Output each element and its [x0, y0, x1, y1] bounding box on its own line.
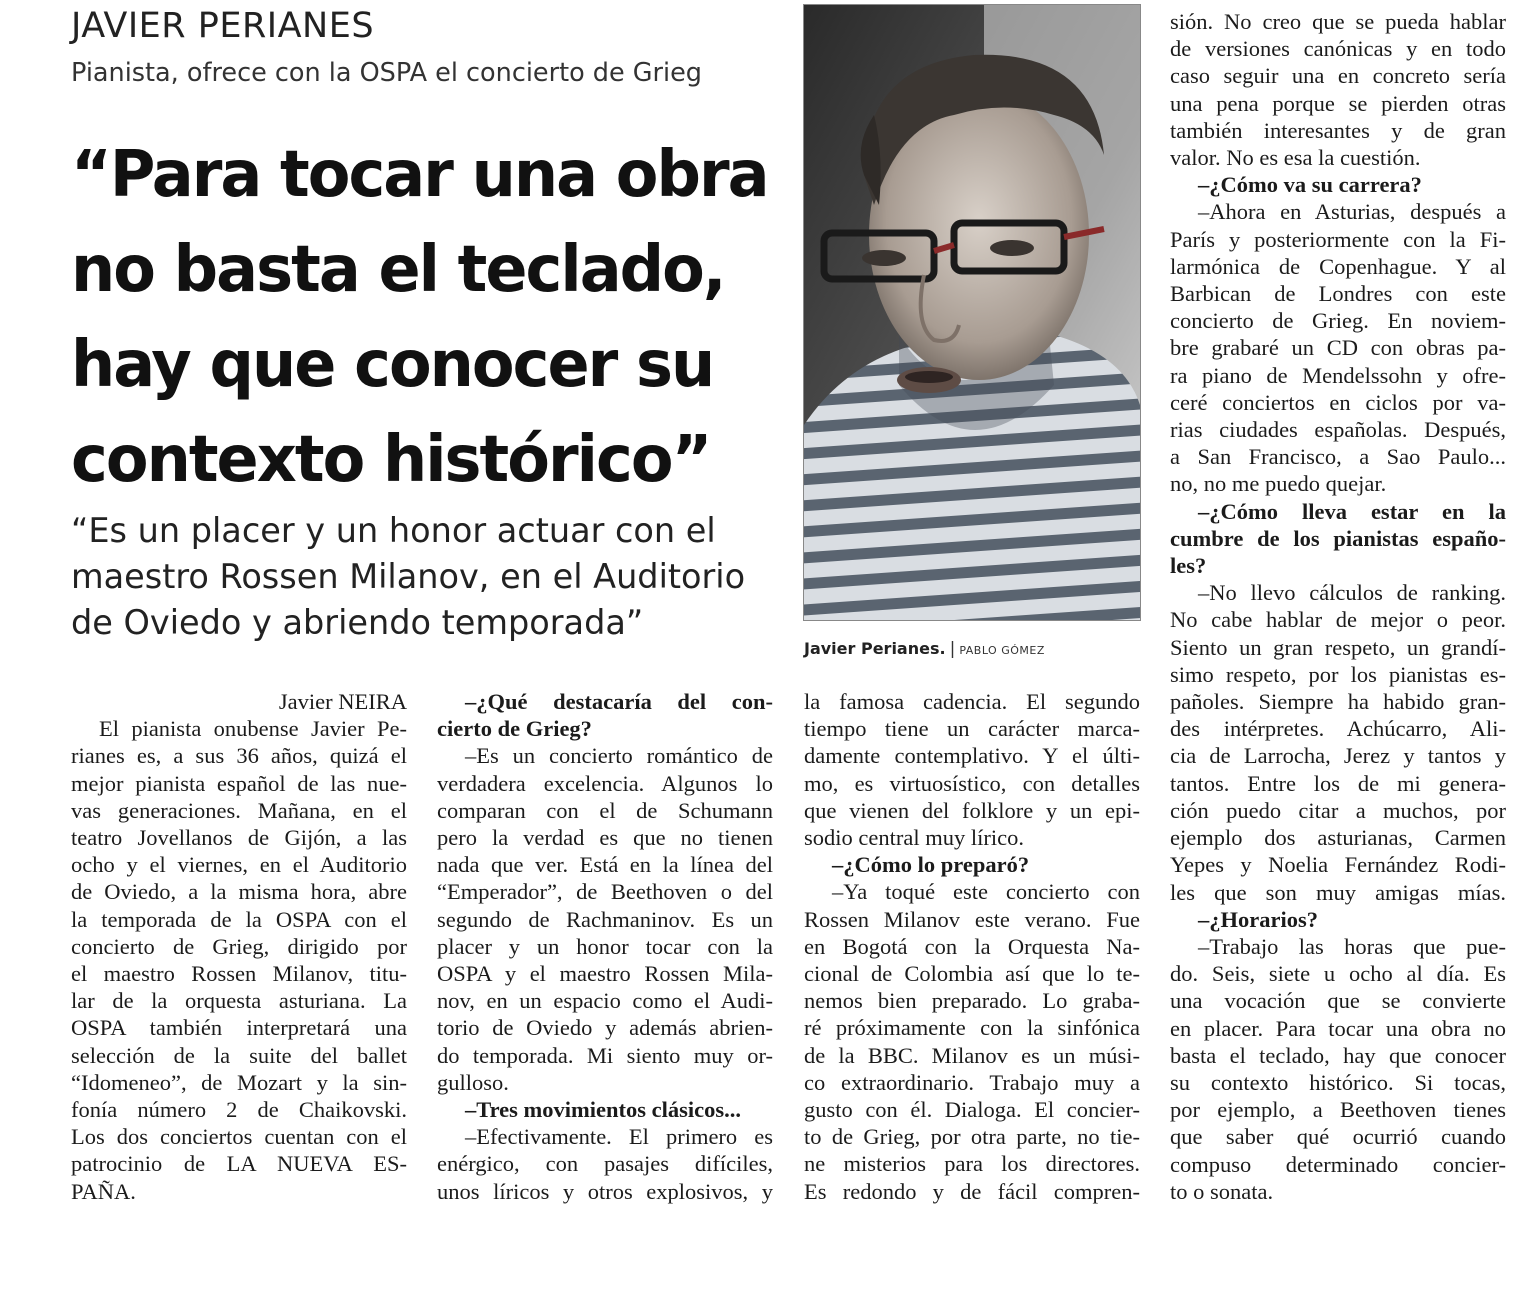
question-line: cierto de Grieg? [437, 716, 592, 742]
article-text-line: compuso determinado concier- [1170, 1151, 1506, 1177]
article-text-line: que saber qué ocurrió cuando [1170, 1124, 1506, 1150]
headline-line: “Para tocar una obra [71, 138, 768, 212]
article-text-line: pañoles. Siempre ha habido gran- [1170, 689, 1506, 715]
article-text-line: simo respeto, por los pianistas es- [1170, 661, 1506, 687]
article-text-line: ceré conciertos en ciclos por va- [1170, 389, 1506, 415]
subheadline [71, 508, 791, 646]
article-text-line: vas generaciones. Mañana, en el [71, 797, 407, 823]
question-line: –¿Qué destacaría del con- [465, 689, 773, 714]
question-line: –¿Cómo lo preparó? [832, 852, 1030, 878]
article-text-line: larmónica de Copenhague. Y al [1170, 253, 1506, 279]
article-text-line: ré próximamente con la sinfónica [804, 1015, 1140, 1041]
article-text-line: ocho y el viernes, en el Auditorio [71, 852, 407, 878]
article-text-line: co extraordinario. Trabajo muy a [804, 1069, 1140, 1095]
article-text-line: nemos bien preparado. Lo graba- [804, 988, 1140, 1014]
article-text-line: OSPA y el maestro Rossen Mila- [437, 961, 773, 987]
article-text-line: nada que ver. Está en la línea del [437, 852, 773, 878]
article-text-line: en placer. Para tocar una obra no [1170, 1015, 1506, 1041]
article-text-line: nov, en un espacio como el Audi- [437, 988, 773, 1014]
article-text-line: París y posteriormente con la Fi- [1170, 226, 1506, 252]
kicker-subtitle: Pianista, ofrece con la OSPA el concierto de Grieg [71, 58, 702, 88]
kicker-name: JAVIER PERIANES [71, 6, 375, 46]
question-line: –¿Cómo va su carrera? [1198, 172, 1422, 198]
photo-credit: PABLO GÓMEZ [959, 644, 1045, 657]
headline-line: no basta el teclado, [71, 233, 725, 307]
article-text-line: –No llevo cálculos de ranking. [1198, 580, 1506, 606]
headline-line: contexto histórico” [71, 423, 711, 497]
article-text-line: PAÑA. [71, 1178, 136, 1204]
article-text-line: de Oviedo, a la misma hora, abre [71, 879, 407, 905]
article-text-line: de la BBC. Milanov es un músi- [804, 1042, 1140, 1068]
article-text-line: Yepes y Noelia Fernández Rodi- [1170, 852, 1506, 878]
article-text-line: comparan con el de Schumann [437, 797, 773, 823]
article-text-line: gulloso. [437, 1069, 509, 1095]
article-text-line: torio de Oviedo y además abrien- [437, 1015, 773, 1041]
article-text-line: “Emperador”, de Beethoven o del [437, 879, 773, 905]
article-text-line: teatro Jovellanos de Gijón, a las [71, 825, 407, 851]
article-text-line: ejemplo dos asturianas, Carmen [1170, 825, 1506, 851]
article-text-line: a San Francisco, a Sao Paulo... [1170, 444, 1506, 470]
article-column-1 [71, 688, 407, 1205]
article-text-line: Siento un gran respeto, un grandí- [1170, 634, 1506, 660]
article-text-line: cional de Colombia así que lo te- [804, 961, 1140, 987]
article-text-line: tiempo tiene un carácter marca- [804, 716, 1140, 742]
article-text-line: “Idomeneo”, de Mozart y la sin- [71, 1069, 407, 1095]
article-text-line: sodio central muy lírico. [804, 825, 1024, 851]
article-text-line: des intérpretes. Achúcarro, Ali- [1170, 716, 1506, 742]
article-text-line: rias ciudades españolas. Después, [1170, 417, 1506, 443]
subheadline-line: “Es un placer y un honor actuar con el [71, 511, 716, 550]
article-text-line: –Ahora en Asturias, después a [1198, 199, 1506, 225]
article-text-line: –Efectivamente. El primero es [465, 1124, 773, 1150]
article-text-line: basta el teclado, hay que conocer [1170, 1042, 1506, 1068]
caption-separator: | [949, 639, 956, 659]
article-text-line: tantos. Entre los de mi genera- [1170, 770, 1506, 796]
article-text-line: concierto de Grieg. En noviem- [1170, 308, 1506, 334]
article-text-line: No cabe hablar de mejor o peor. [1170, 607, 1506, 633]
article-text-line: damente contemplativo. Y el últi- [804, 743, 1140, 769]
article-column-3 [804, 688, 1140, 1205]
article-text-line: ne misterios para los directores. [804, 1151, 1140, 1177]
byline: Javier NEIRA [278, 689, 407, 714]
article-text-line: segundo de Rachmaninov. Es un [437, 906, 773, 932]
article-text-line: ra piano de Mendelssohn y ofre- [1170, 362, 1506, 388]
article-text-line: no, no me puedo quejar. [1170, 471, 1387, 497]
caption-name: Javier Perianes. [804, 639, 946, 658]
article-text-line: placer y un honor tocar con la [437, 933, 773, 959]
article-text-line: Barbican de Londres con este [1170, 281, 1506, 307]
article-text-line: –Ya toqué este concierto con [832, 879, 1140, 905]
question-line: cumbre de los pianistas españo- [1170, 525, 1506, 551]
article-text-line: –Trabajo las horas que pue- [1198, 933, 1506, 959]
subheadline-line: de Oviedo y abriendo temporada” [71, 603, 644, 642]
article-text-line: Los dos conciertos cuentan con el [71, 1124, 407, 1150]
article-text-line: una vocación que se convierte [1170, 988, 1506, 1014]
article-text-line: mo, es virtuosístico, con detalles [804, 770, 1140, 796]
article-text-line: rianes es, a sus 36 años, quizá el [71, 743, 407, 769]
article-text-line: gusto con él. Dialoga. El concier- [804, 1097, 1140, 1123]
article-text-line: en Bogotá con la Orquesta Na- [804, 933, 1140, 959]
article-text-line: –Es un concierto romántico de [465, 743, 773, 769]
article-text-line: patrocinio de LA NUEVA ES- [71, 1151, 407, 1177]
article-text-line: la famosa cadencia. El segundo [804, 689, 1140, 714]
article-text-line: les que son muy amigas mías. [1170, 879, 1506, 905]
article-text-line: la temporada de la OSPA con el [71, 906, 407, 932]
article-text-line: también interesantes y de gran [1170, 117, 1506, 143]
article-text-line: pero la verdad es que no tienen [437, 825, 773, 851]
article-text-line: lar de la orquesta asturiana. La [71, 988, 407, 1014]
article-text-line: mejor pianista español de las nue- [71, 770, 407, 796]
portrait-illustration [804, 5, 1140, 620]
article-text-line: selección de la suite del ballet [71, 1042, 407, 1068]
article-text-line: enérgico, con pasajes difíciles, [437, 1151, 773, 1177]
article-text-line: unos líricos y otros explosivos, y [437, 1178, 773, 1204]
article-text-line: valor. No es esa la cuestión. [1170, 145, 1421, 171]
portrait-photo [803, 4, 1141, 621]
subheadline-line: maestro Rossen Milanov, en el Auditorio [71, 557, 746, 596]
article-text-line: do. Seis, siete u ocho al día. Es [1170, 961, 1506, 987]
article-text-line: una pena porque se pierden otras [1170, 90, 1506, 116]
article-text-line: concierto de Grieg, dirigido por [71, 933, 407, 959]
article-text-line: OSPA también interpretará una [71, 1015, 407, 1041]
article-text-line: su contexto histórico. Si tocas, [1170, 1069, 1506, 1095]
photo-caption [804, 639, 1045, 659]
article-column-2 [437, 688, 773, 1205]
article-text-line: El pianista onubense Javier Pe- [99, 716, 407, 742]
article-text-line: to o sonata. [1170, 1178, 1274, 1204]
article-text-line: por ejemplo, a Beethoven tienes [1170, 1097, 1506, 1123]
article-text-line: caso seguir una en concreto sería [1170, 63, 1506, 89]
article-text-line: to de Grieg, por otra parte, no tie- [804, 1124, 1140, 1150]
article-text-line: de versiones canónicas y en todo [1170, 36, 1506, 62]
article-text-line: cia de Larrocha, Jerez y tantos y [1170, 743, 1506, 769]
article-text-line: bre grabaré un CD con obras pa- [1170, 335, 1506, 361]
article-text-line: ción puedo citar a muchos, por [1170, 797, 1506, 823]
question-line: –Tres movimientos clásicos... [465, 1097, 742, 1123]
headline-line: hay que conocer su [71, 328, 714, 402]
question-line: –¿Cómo lleva estar en la [1198, 498, 1506, 524]
article-text-line: Es redondo y de fácil compren- [804, 1178, 1140, 1204]
headline [71, 128, 789, 508]
article-column-4 [1170, 8, 1506, 1205]
question-line: –¿Horarios? [1198, 906, 1318, 932]
article-text-line: do temporada. Mi siento muy or- [437, 1042, 773, 1068]
article-text-line: el maestro Rossen Milanov, titu- [71, 961, 407, 987]
article-text-line: que vienen del folklore y un epi- [804, 797, 1140, 823]
question-line: les? [1170, 553, 1207, 579]
article-text-line: fonía número 2 de Chaikovski. [71, 1097, 407, 1123]
article-text-line: verdadera excelencia. Algunos lo [437, 770, 773, 796]
article-text-line: sión. No creo que se pueda hablar [1170, 9, 1506, 34]
article-text-line: Rossen Milanov este verano. Fue [804, 906, 1140, 932]
